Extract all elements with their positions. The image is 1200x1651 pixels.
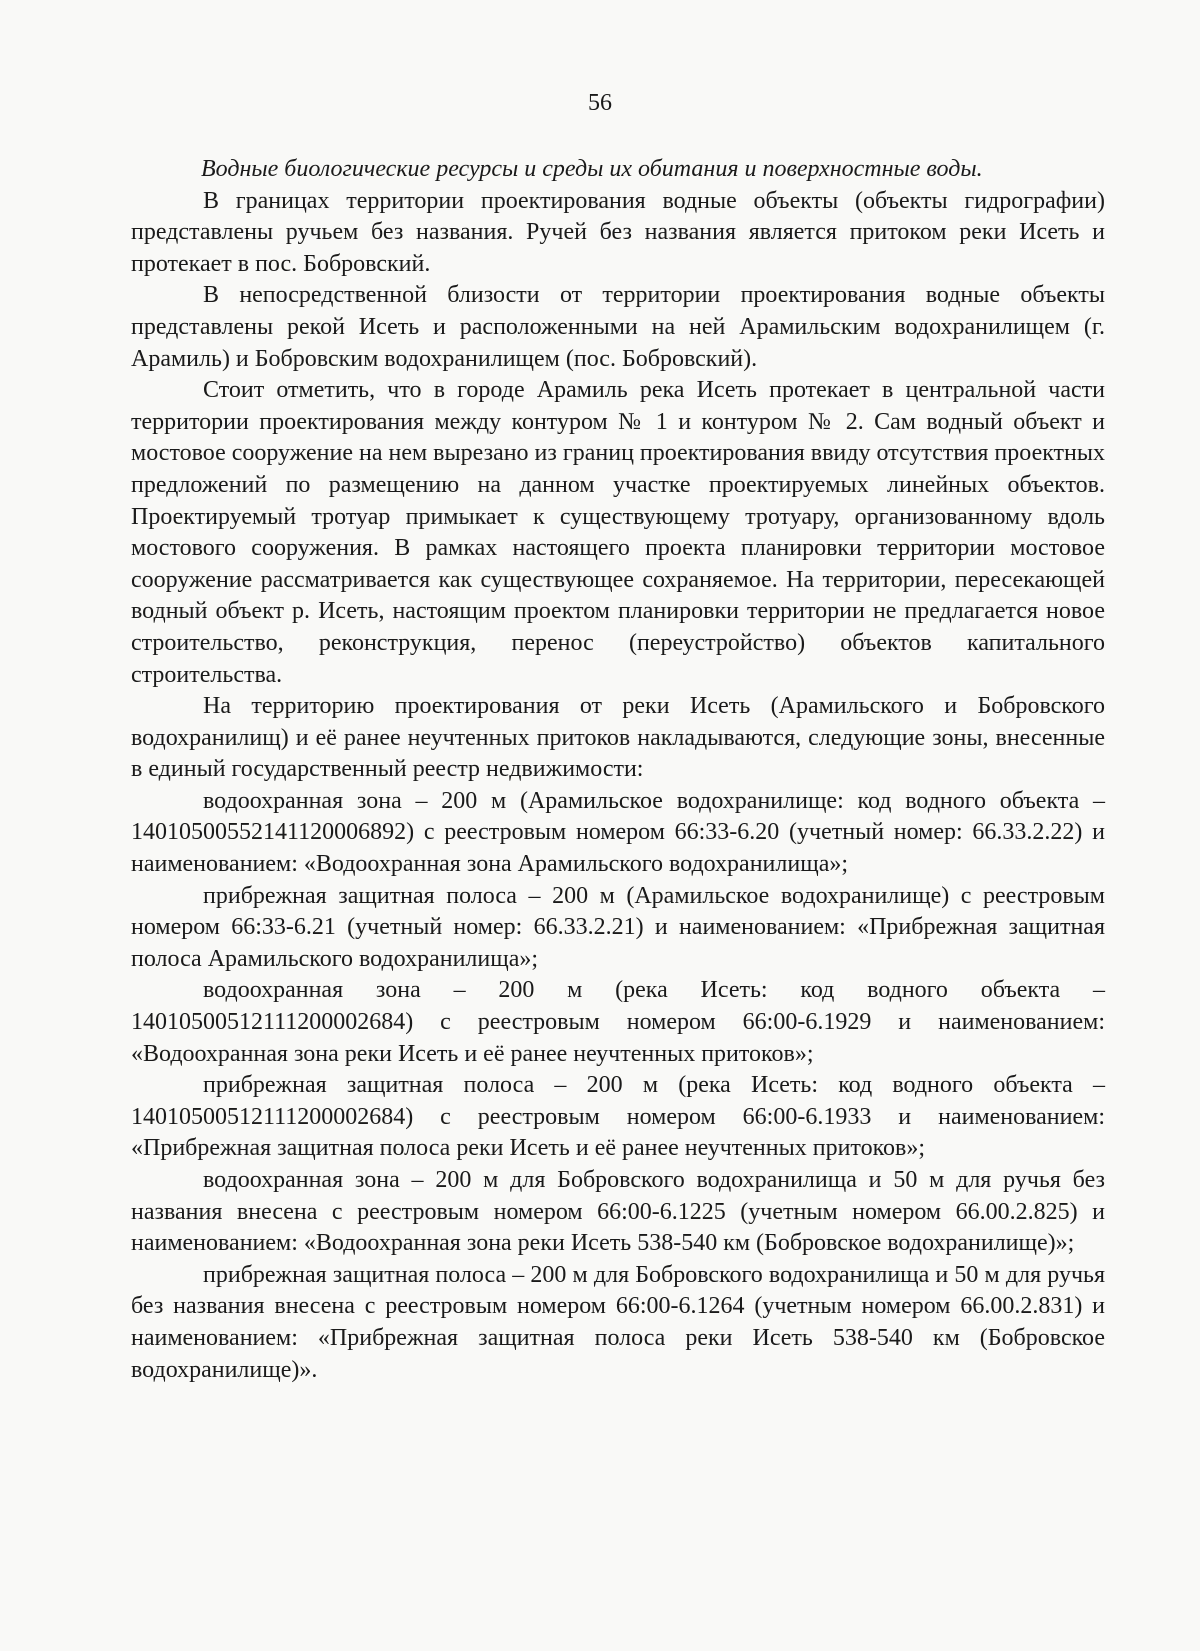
paragraph-nearby-water-objects: В непосредственной близости от территории проектирования водные объекты представлены рекой Исеть и расположенными на ней Арамильским водохранилищем (г. Арамиль) и Бобровским водохранилищем (пос. Бобровский). [131, 282, 1105, 372]
list-item-iset-coastal-strip: прибрежная защитная полоса – 200 м (река Исеть: код водного объекта – 14010500512111200002684) с реестровым номером 66:00-6.1933 и наименованием: «Прибрежная защитная полоса реки Исеть и её ранее неучтенных притоков»; [131, 1072, 1105, 1162]
paragraph-territory-water-objects: В границах территории проектирования водные объекты (объекты гидрографии) представлены ручьем без названия. Ручей без названия является притоком реки Исеть и протекает в пос. Бобровский. [131, 187, 1105, 277]
page-number: 56 [588, 90, 612, 116]
list-item-aramil-coastal-strip: прибрежная защитная полоса – 200 м (Арамильское водохранилище) с реестровым номером 66:33-6.21 (учетный номер: 66.33.2.21) и наименованием: «Прибрежная защитная полоса Арамильского водохранилища»; [131, 882, 1105, 972]
list-item-bobrovsky-water-protection-zone: водоохранная зона – 200 м для Бобровского водохранилища и 50 м для ручья без названия внесена с реестровым номером 66:00-6.1225 (учетным номером 66.00.2.825) и наименованием: «Водоохранная зона реки Исеть 538-540 км (Бобровское водохранилище)»; [131, 1167, 1105, 1257]
paragraph-aramil-bridge: Стоит отметить, что в городе Арамиль река Исеть протекает в центральной части территории проектирования между контуром № 1 и контуром № 2. Сам водный объект и мостовое сооружение на нем вырезано из границ проектирования ввиду отсутствия проектных предложений по размещению на данном участке проектируемых линейных объектов. Проектируемый тротуар примыкает к существующему тротуару, организованному вдоль мостового сооружения. В рамках настоящего проекта планировки территории мостовое сооружение рассматривается как существующее сохраняемое. На территории, пересекающей водный объект р. Исеть, настоящим проектом планировки территории не предлагается новое строительство, реконструкция, перенос (переустройство) объектов капитального строительства. [131, 377, 1106, 688]
section-heading: Водные биологические ресурсы и среды их обитания и поверхностные воды. [201, 156, 983, 182]
list-item-bobrovsky-coastal-strip: прибрежная защитная полоса – 200 м для Бобровского водохранилища и 50 м для ручья без названия внесена с реестровым номером 66:00-6.1264 (учетным номером 66.00.2.831) и наименованием: «Прибрежная защитная полоса реки Исеть 538-540 км (Бобровское водохранилище)». [131, 1261, 1105, 1383]
list-item-iset-water-protection-zone: водоохранная зона – 200 м (река Исеть: код водного объекта – 14010500512111200002684) с реестровым номером 66:00-6.1929 и наименованием: «Водоохранная зона реки Исеть и её ранее неучтенных притоков»; [131, 977, 1105, 1067]
document-body [131, 154, 1105, 1386]
paragraph-zones-intro: На территорию проектирования от реки Исеть (Арамильского и Бобровского водохранилищ) и её ранее неучтенных притоков накладываются, следующие зоны, внесенные в единый государственный реестр недвижимости: [131, 693, 1105, 783]
list-item-aramil-water-protection-zone: водоохранная зона – 200 м (Арамильское водохранилище: код водного объекта – 14010500552141120006892) с реестровым номером 66:33-6.20 (учетный номер: 66.33.2.22) и наименованием: «Водоохранная зона Арамильского водохранилища»; [131, 787, 1105, 878]
